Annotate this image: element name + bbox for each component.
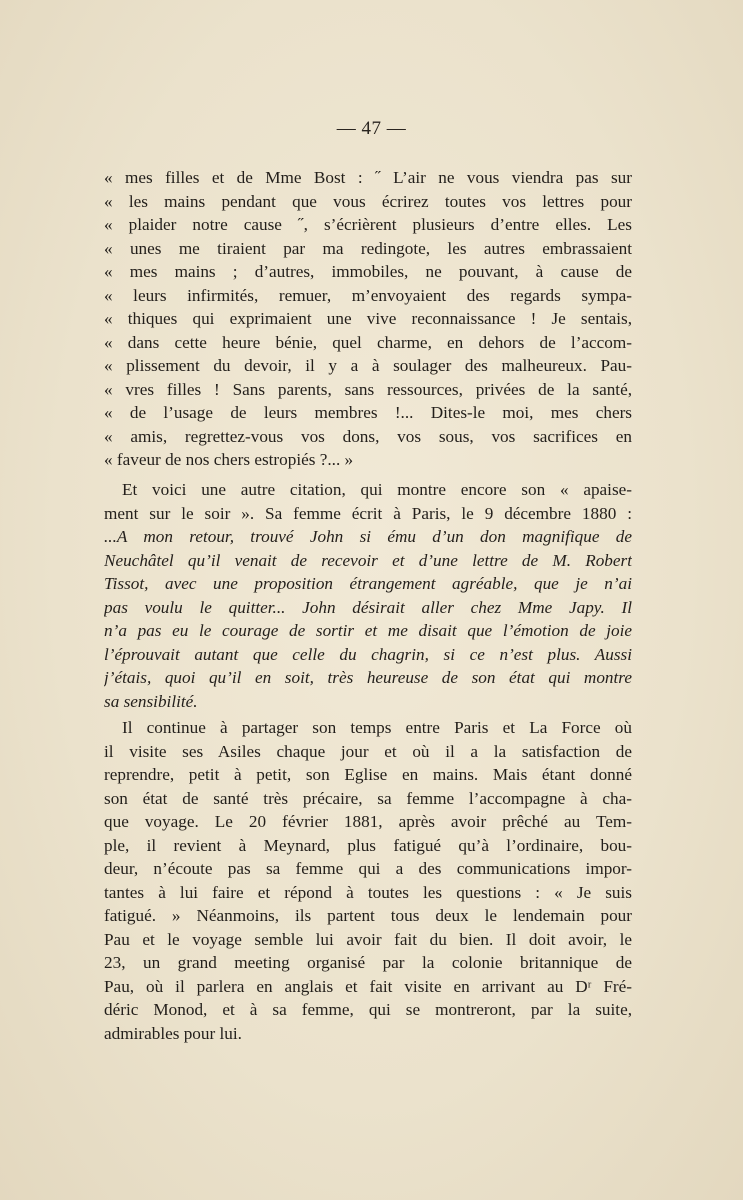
italic-text-line: Neuchâtel qu’il venait de recevoir et d’une lettre de M. Robert	[104, 550, 632, 570]
text-line: « thiques qui exprimaient une vive reconnaissance ! Je sentais,	[104, 309, 632, 328]
text-line: « leurs infirmités, remuer, m’envoyaient des regards sympa-	[104, 285, 632, 305]
text-line: « amis, regrettez-vous vos dons, vos sous, vos sacrifices en	[104, 426, 632, 446]
italic-text-line: ...A mon retour, trouvé John si ému d’un don magnifique de	[104, 527, 632, 546]
text-line: « faveur de nos chers estropiés ?... »	[104, 450, 354, 469]
text-line: 23, un grand meeting organisé par la colonie britannique de	[104, 953, 632, 972]
page-number: — 47 —	[336, 118, 407, 139]
italic-text-line: Tissot, avec une proposition étrangement agréable, que je n’ai	[104, 574, 632, 593]
text-line: reprendre, petit à petit, son Eglise en mains. Mais étant donné	[104, 765, 632, 784]
text-line: « plissement du devoir, il y a à soulager des malheureux. Pau-	[104, 356, 632, 375]
text-line: tantes à lui faire et répond à toutes les questions : « Je suis	[104, 882, 632, 902]
text-line: Pau, où il parlera en anglais et fait visite en arrivant au Dʳ Fré-	[104, 976, 632, 996]
text-line: « mes filles et de Mme Bost : ˝ L’air ne vous viendra pas sur	[104, 168, 632, 187]
text-line: ment sur le soir ». Sa femme écrit à Paris, le 9 décembre 1880 :	[104, 503, 632, 523]
italic-text-line: pas voulu le quitter... John désirait aller chez Mme Japy. Il	[104, 597, 632, 617]
text-line: « dans cette heure bénie, quel charme, en dehors de l’accom-	[104, 332, 632, 352]
italic-text-line: sa sensibilité.	[104, 691, 198, 711]
italic-text-line: l’éprouvait autant que celle du chagrin, si ce n’est plus. Aussi	[104, 644, 632, 664]
text-line: « mes mains ; d’autres, immobiles, ne pouvant, à cause de	[104, 262, 632, 281]
text-line: Il continue à partager son temps entre Paris et La Force où	[122, 718, 632, 737]
text-line: « vres filles ! Sans parents, sans ressources, privées de la santé,	[104, 379, 632, 399]
citation-paragraph	[104, 478, 632, 713]
text-line: déric Monod, et à sa femme, qui se montreront, par la suite,	[104, 1000, 632, 1019]
body-paragraph	[104, 716, 632, 1045]
text-line: ple, il revient à Meynard, plus fatigué qu’à l’ordinaire, bou-	[104, 835, 632, 855]
italic-text-line: j’étais, quoi qu’il en soit, très heureuse de son état qui montre	[104, 668, 632, 687]
text-line: « de l’usage de leurs membres !... Dites-le moi, mes chers	[104, 403, 632, 422]
text-line: que voyage. Le 20 février 1881, après avoir prêché au Tem-	[104, 812, 632, 831]
italic-text-line: n’a pas eu le courage de sortir et me disait que l’émotion de joie	[104, 621, 632, 640]
text-line: « les mains pendant que vous écrirez toutes vos lettres pour	[104, 191, 632, 211]
text-line: son état de santé très précaire, sa femme l’accompagne à cha-	[104, 788, 632, 808]
quoted-letter	[104, 166, 632, 472]
text-line: il visite ses Asiles chaque jour et où il a la satisfaction de	[104, 741, 632, 761]
text-line: Et voici une autre citation, qui montre encore son « apaise-	[122, 480, 632, 499]
text-line: deur, n’écoute pas sa femme qui a des communications impor-	[104, 859, 632, 878]
text-line: admirables pour lui.	[104, 1023, 242, 1043]
text-line: Pau et le voyage semble lui avoir fait du bien. Il doit avoir, le	[104, 929, 632, 949]
text-line: fatigué. » Néanmoins, ils partent tous deux le lendemain pour	[104, 906, 632, 925]
text-line: « unes me tiraient par ma redingote, les autres embrassaient	[104, 238, 632, 258]
text-line: « plaider notre cause ˝, s’écrièrent plusieurs d’entre elles. Les	[104, 215, 632, 234]
